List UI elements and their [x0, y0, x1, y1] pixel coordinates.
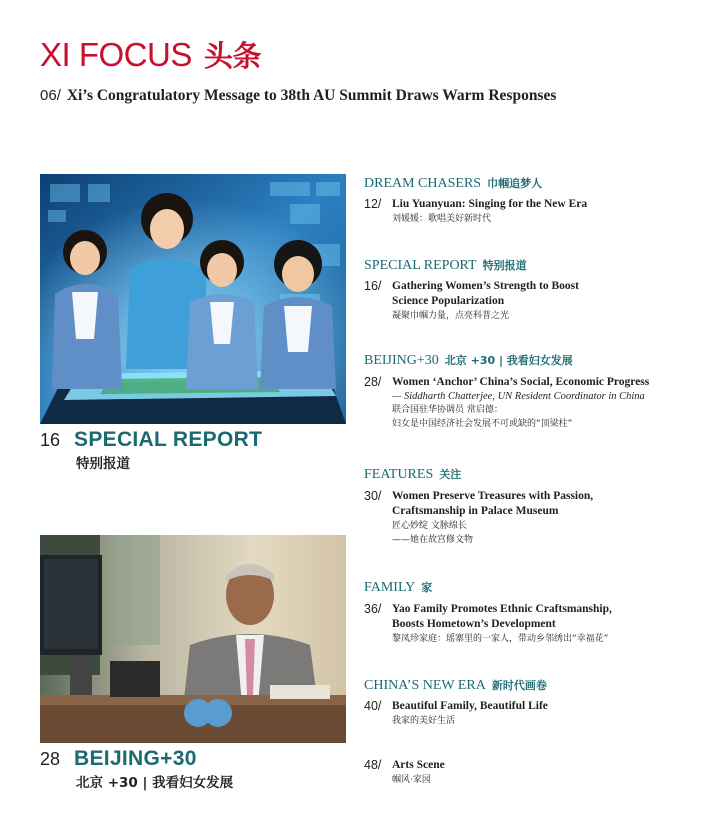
- entry-title-cn: ——她在故宫修文物: [392, 535, 474, 545]
- toc-entry[interactable]: [364, 375, 699, 431]
- entry-title: Yao Family Promotes Ethnic Craftsmanship,: [392, 603, 612, 615]
- feature-page-number: 16: [40, 430, 61, 450]
- toc-entry[interactable]: [364, 602, 694, 646]
- feature-special-report[interactable]: [40, 428, 262, 452]
- toc-entry[interactable]: [364, 197, 694, 226]
- beijing30-photo[interactable]: [40, 535, 346, 743]
- lead-title: Xi’s Congratulatory Message to 38th AU Summit Draws Warm Responses: [66, 87, 557, 104]
- special-report-photo[interactable]: [40, 174, 346, 424]
- page-number: 30/: [364, 489, 382, 503]
- feature-beijing30[interactable]: [40, 747, 197, 771]
- entry-title-cn: 黎凤珍家庭：瑶寨里的一家人，带动乡邻绣出“幸福花”: [392, 634, 609, 644]
- page-number: 36/: [364, 602, 382, 616]
- entry-title: Craftsmanship in Palace Museum: [392, 505, 559, 517]
- entry-title: Liu Yuanyuan: Singing for the New Era: [392, 198, 588, 210]
- entry-title-cn: 妇女是中国经济社会发展不可或缺的“顶梁柱”: [392, 419, 573, 429]
- section-title: [40, 34, 261, 75]
- section-header-features: FEATURES 关注: [364, 467, 462, 482]
- section-header-dream-chasers: DREAM CHASERS 巾帼追梦人: [364, 176, 543, 191]
- feature-page-number: 28: [40, 749, 61, 769]
- toc-entry[interactable]: [364, 489, 694, 547]
- slash-divider: /: [56, 87, 61, 104]
- section-header-chinas-new-era: CHINA’S NEW ERA 新时代画卷: [364, 678, 547, 693]
- entry-title-cn: 凝聚巾帼力量，点亮科普之光: [392, 311, 510, 321]
- entry-title: Women Preserve Treasures with Passion,: [392, 490, 594, 502]
- entry-title-cn: 刘媛媛：歌唱美好新时代: [392, 214, 492, 224]
- entry-byline: — Siddharth Chatterjee, UN Resident Coordinator in China: [392, 391, 645, 402]
- entry-title-cn: 匠心妙绽 文脉绵长: [392, 521, 467, 531]
- feature-title-cn: 北京 +30 | 我看妇女发展: [76, 775, 234, 791]
- toc-entry[interactable]: [364, 699, 694, 728]
- page-number: 48/: [364, 758, 382, 772]
- lead-page-number: 06: [40, 87, 57, 104]
- toc-entry[interactable]: [364, 758, 694, 787]
- feature-title-cn: 特别报道: [76, 456, 130, 472]
- page-number: 40/: [364, 699, 382, 713]
- entry-title-cn: 帼风·家园: [392, 775, 431, 785]
- entry-title: Gathering Women’s Strength to Boost: [392, 280, 579, 292]
- page-number: 16/: [364, 279, 382, 293]
- section-header-family: FAMILY 家: [364, 580, 433, 595]
- section-header-beijing30: BEIJING+30 北京 +30 | 我看妇女发展: [364, 353, 573, 368]
- section-title-cn: 头条: [203, 39, 261, 73]
- section-title-en: XI FOCUS: [40, 36, 192, 73]
- entry-title: Beautiful Family, Beautiful Life: [392, 700, 548, 712]
- feature-title: BEIJING+30: [74, 747, 197, 770]
- entry-title-cn: 我家的美好生活: [392, 716, 456, 726]
- toc-entry[interactable]: [364, 279, 694, 323]
- feature-title: SPECIAL REPORT: [74, 428, 263, 451]
- entry-title: Boosts Hometown’s Development: [392, 618, 556, 630]
- page-number: 28/: [364, 375, 382, 389]
- coordinator-portrait-photo: [40, 535, 346, 743]
- entry-title: Science Popularization: [392, 295, 505, 307]
- lead-article[interactable]: [40, 87, 556, 105]
- page-number: 12/: [364, 197, 382, 211]
- entry-title-cn: 联合国驻华协调员 常启德：: [392, 405, 503, 415]
- entry-title: Women ‘Anchor’ China’s Social, Economic Progress: [392, 376, 650, 388]
- section-header-special-report: SPECIAL REPORT 特别报道: [364, 258, 527, 273]
- children-science-photo: [40, 174, 346, 424]
- entry-title: Arts Scene: [392, 759, 445, 771]
